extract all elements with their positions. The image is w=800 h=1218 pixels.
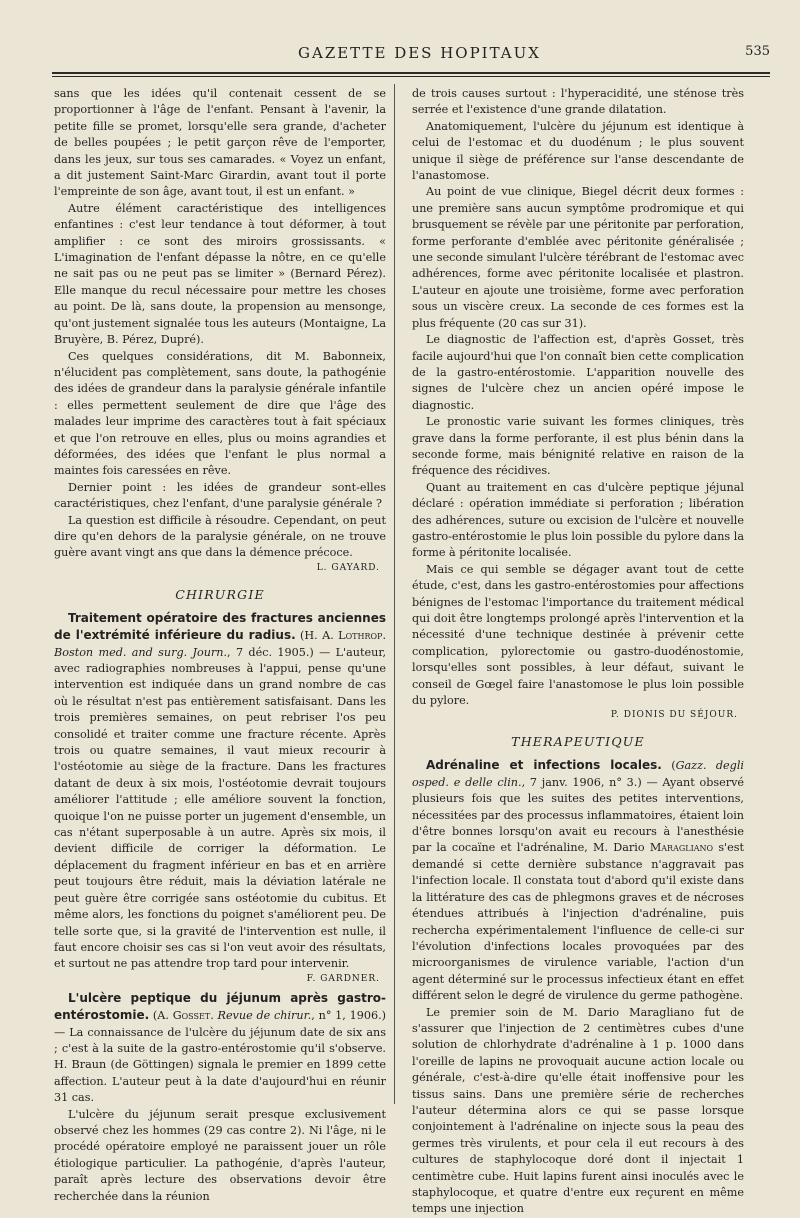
right-column <box>412 86 744 1218</box>
section-title-chirurgie: CHIRURGIE <box>175 586 265 602</box>
reference-text: (A. <box>149 1009 173 1023</box>
reference-text: (H. A. <box>295 629 339 643</box>
author-signature: P. DIONIS DU SÉJOUR. <box>610 710 738 721</box>
article-title: Adrénaline et infections locales. <box>426 758 662 773</box>
paragraph: La question est difficile à résoudre. Cependant, on peut dire qu'en dehors de la paralysie générale, on ne trouve guère avant vingt ans que dans la démence précoce. <box>54 513 386 560</box>
paragraph: Autre élément caractéristique des intelligences enfantines : c'est leur tendance à tout déformer, à tout amplifier : ce sont des miroirs grossissants. « L'imagination de l'enfant dépasse la nôtre, en ce qu'elle ne sait pas ou ne peut pas se limiter » (Bernard Pérez). Elle manque du recul nécessaire pour mettre les choses au point. De là, sans doute, la propension au mensonge, qu'ont justement signalée tous les auteurs (Montaigne, La Bruyère, B. Pérez, Dupré). <box>54 201 386 347</box>
paragraph: Au point de vue clinique, Biegel décrit deux formes : une première sans aucun symptôme prodromique et qui brusquement se révèle par une péritonite par perforation, forme perforante d'emblée avec péritonite généralisée ; une seconde simulant l'ulcère térébrant de l'estomac avec adhérences, forme avec péritonite localisée et plastron. L'auteur en ajoute une troisième, forme avec perforation sous un viscère creux. La seconde de ces formes est la plus fréquente (20 cas sur 31). <box>412 185 744 330</box>
person-name: Maragliano <box>649 841 714 855</box>
article-radius <box>54 610 386 973</box>
article-jejunum <box>54 990 386 1107</box>
paragraph: sans que les idées qu'il contenait cessent de se proportionner à l'âge de l'enfant. Pensant à l'avenir, la petite fille se promet, lorsqu'elle sera grande, d'acheter de belles poupées ; le petit garçon rêve de l'emporter, dans les jeux, sur tous ses camarades. « Voyez un enfant, a dit justement Saint-Marc Girardin, avant tout il porte l'empreinte de son âge, avant tout, il est un enfant. » <box>54 87 386 199</box>
paragraph: Le pronostic varie suivant les formes cliniques, très grave dans la forme perforante, il est plus bénin dans la seconde forme, mais bénignité relative en raison de la fréquence des récidives. <box>412 415 744 478</box>
article-body: La connaissance de l'ulcère du jéjunum date de six ans ; c'est à la suite de la gastro-entérostomie qu'il s'observe. H. Braun (de Göttingen) signala le premier en 1899 cette affection. L'auteur peut à la date d'aujourd'hui en réunir 31 cas. <box>54 1025 386 1105</box>
article-body: Ayant observé plusieurs fois que les suites des petites interventions, nécessitées par des processus inflammatoires, étaient loin d'être bonnes lorsqu'on avait eu recours à l'anesthésie par la cocaïne et l'adrénaline, M. Dario <box>412 775 744 855</box>
running-head: GAZETTE DES HOPITAUX <box>298 44 541 62</box>
article-title: L'ulcère peptique du jéjunum après gastro-entérostomie. <box>54 990 386 1023</box>
reference-date: , 7 déc. 1905.) — <box>227 645 336 659</box>
reference-date: , 7 janv. 1906, n° 3.) — <box>521 775 663 789</box>
header-rule-thin <box>52 76 770 77</box>
reference-date: , n° 1, 1906.) — <box>54 1009 386 1039</box>
page-header <box>50 44 770 64</box>
paragraph: Ces quelques considérations, dit M. Babonneix, n'élucident pas complètement, sans doute, la pathogénie des idées de grandeur dans la paralysie générale infantile : elles permettent seulement de dire que l'âge des malades leur imprime des caractères tout à fait spéciaux et que l'on retrouve en elles, plus ou moins agrandies et déformées, des idées que l'enfant le plus normal a maintes fois caressées en rêve. <box>54 349 386 478</box>
article-body: s'est demandé si cette dernière substance n'aggravait pas l'infection locale. Il constata tout d'abord qu'il existe dans la littérature des cas de phlegmons graves et de nécroses étendues attribués à l'injection d'adrénaline, puis rechercha expérimentalement l'influence de celle-ci sur l'évolution d'infections locales provoquées par des microorganismes de virulence variable, l'action d'un agent déterminé sur le processus infectieux étant en effet différent selon le degré de virulence du germe pathogène. <box>412 841 744 1003</box>
reference-separator: . <box>210 1009 218 1023</box>
reference-journal: Boston med. and surg. Journ. <box>54 645 228 659</box>
section-title-therapeutique: THERAPEUTIQUE <box>511 734 645 750</box>
reference-text: ( <box>661 759 676 773</box>
paragraph: Mais ce qui semble se dégager avant tout de cette étude, c'est, dans les gastro-entérostomies pour affections bénignes de l'estomac l'importance du traitement médical qui doit être longtemps prolongé après l'intervention et la nécessité d'une technique destinée à prévenir cette complication, pylorectomie ou gastro-duodénostomie, lorsqu'elles sont possibles, à leur défaut, suivant le conseil de Gœgel faire l'anastomose le plus loin possible du pylore. <box>412 562 744 708</box>
column-divider <box>394 84 395 1104</box>
reference-journal: Revue de chirur. <box>217 1009 312 1023</box>
header-rule-thick <box>52 72 770 74</box>
article-title: Traitement opératoire des fractures anciennes de l'extrémité inférieure du radius. <box>54 610 386 643</box>
paragraph: Le premier soin de M. Dario Maragliano fut de s'assurer que l'injection de 2 centimètres cubes d'une solution de chlorhydrate d'adrénaline à 1 p. 1000 dans l'oreille de lapins ne provoquait aucune action locale ou générale, c'est-à-dire qu'elle était inoffensive pour les tissus sains. Dans une première série de recherches l'auteur détermina alors ce qui se passe lorsque conjointement à l'adrénaline on injecte sous la peau des germes très virulents, et pour cela il eut recours à des cultures de staphylocoque doré dont il injectait 1 centimètre cube. Huit lapins furent ainsi inoculés avec le staphylocoque, et quatre d'entre eux reçurent en même temps une injection <box>412 1005 744 1216</box>
author-signature: F. GARDNER. <box>306 973 380 984</box>
paragraph: Le diagnostic de l'affection est, d'après Gosset, très facile aujourd'hui que l'on connaît bien cette complication de la gastro-entérostomie. L'apparition nouvelle des signes de l'ulcère chez un ancien opéré impose le diagnostic. <box>412 333 744 412</box>
reference-author: Gosset <box>172 1009 211 1023</box>
left-column <box>54 86 386 1205</box>
reference-author: Lothrop <box>338 629 383 643</box>
paragraph: Quant au traitement en cas d'ulcère peptique jéjunal déclaré : opération immédiate si perforation ; libération des adhérences, suture ou excision de l'ulcère et nouvelle gastro-entérostomie le plus loin possible du pylore dans la forme à péritonite localisée. <box>412 480 744 560</box>
paragraph: Anatomiquement, l'ulcère du jéjunum est identique à celui de l'estomac et du duodénum ; le plus souvent unique il siège de préférence sur l'anse descendante de l'anastomose. <box>412 119 744 183</box>
article-body: L'auteur, avec radiographies nombreuses à l'appui, pense qu'une intervention est indiquée dans un grand nombre de cas où le résultat n'est pas entièrement satisfaisant. Dans les trois premières semaines, on peut rebriser l'os peu consolidé et traiter comme une fracture récente. Après trois ou quatre semaines, il vaut mieux recourir à l'ostéotomie au siège de la fracture. Dans les fractures datant de deux à six mois, l'ostéotomie devrait toujours améliorer l'attitude ; elle améliore souvent la fonction, quoique l'on ne puisse porter un jugement d'ensemble, un cas n'étant superposable à un autre. Après six mois, il devient difficile de corriger la déformation. Le déplacement du fragment inférieur en bas et en arrière peut toujours être réduit, mais la déviation latérale ne peut guère être corrigée sans ostéotomie du cubitus. Et même alors, les fonctions du poignet s'améliorent peu. De telle sorte que, si la gravité de l'intervention est nulle, il faut encore choisir ses cas si l'on veut avoir des résultats, et surtout ne pas attendre trop tard pour intervenir. <box>54 645 386 971</box>
reference-separator: . <box>382 629 386 643</box>
paragraph: de trois causes surtout : l'hyperacidité, une sténose très serrée et l'existence d'une grande dilatation. <box>412 87 744 117</box>
author-signature: L. GAYARD. <box>316 562 380 573</box>
article-adrenaline <box>412 757 744 1004</box>
paragraph: L'ulcère du jéjunum serait presque exclusivement observé chez les hommes (29 cas contre 2). Ni l'âge, ni le procédé opératoire employé ne paraissent jouer un rôle étiologique particulier. La pathogénie, d'après l'auteur, paraît après lecture des observations devoir être recherchée dans la réunion <box>54 1107 386 1203</box>
page-number: 535 <box>745 44 770 59</box>
reference-journal: Gazz. degli osped. e delle clin. <box>412 759 744 789</box>
paragraph: Dernier point : les idées de grandeur sont-elles caractéristiques, chez l'enfant, d'une paralysie générale ? <box>54 480 386 511</box>
